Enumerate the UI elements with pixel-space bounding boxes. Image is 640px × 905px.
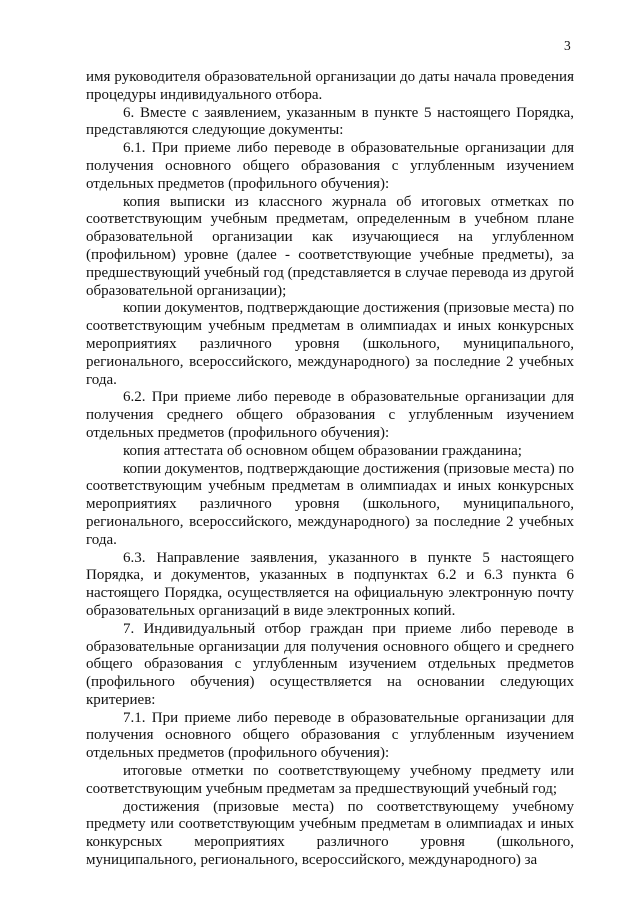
- paragraph: 6.3. Направление заявления, указанного в пункте 5 настоящего Порядка, и документов, указанных в подпунктах 6.2 и 6.3 пункта 6 настоящего Порядка, осуществляется на официальную электронную почту образовательных организаций в виде электронных копий.: [86, 549, 574, 619]
- paragraph: 7. Индивидуальный отбор граждан при приеме либо переводе в образовательные организации для получения основного общего и среднего общего образования с углубленным изучением отдельных предметов (профильного обучения) осуществляется на основании следующих критериев:: [86, 620, 574, 708]
- paragraph: 7.1. При приеме либо переводе в образовательные организации для получения основного общего образования с углубленным изучением отдельных предметов (профильного обучения):: [86, 709, 574, 762]
- paragraph: копия выписки из классного журнала об итоговых отметках по соответствующим учебным предметам, определенным в учебном плане образовательной организации как изучающиеся на углубленном (профильном) уровне (далее - соответствующие учебные предметы), за предшествующий учебный год (представляется в случае перевода из другой образовательной организации);: [86, 193, 574, 299]
- page-number: 3: [564, 38, 571, 53]
- paragraph: 6.1. При приеме либо переводе в образовательные организации для получения основного общего образования с углубленным изучением отдельных предметов (профильного обучения):: [86, 140, 574, 192]
- paragraph: итоговые отметки по соответствующему учебному предмету или соответствующим учебным предметам за предшествующий учебный год;: [86, 763, 574, 797]
- paragraph: копии документов, подтверждающие достижения (призовые места) по соответствующим учебным предметам в олимпиадах и иных конкурсных мероприятиях различного уровня (школьного, муниципального, регионального, всероссийского, международного) за последние 2 учебных года.: [86, 300, 574, 388]
- paragraph: 6. Вместе с заявлением, указанным в пункте 5 настоящего Порядка, представляются следующие документы:: [86, 104, 574, 139]
- paragraph: копии документов, подтверждающие достижения (призовые места) по соответствующим учебным предметам в олимпиадах и иных конкурсных мероприятиях различного уровня (школьного, муниципального, регионального, всероссийского, международного) за последние 2 учебных года.: [86, 460, 574, 548]
- paragraph: имя руководителя образовательной организации до даты начала проведения процедуры индивидуального отбора.: [86, 69, 574, 103]
- paragraph: 6.2. При приеме либо переводе в образовательные организации для получения среднего общего образования с углубленным изучением отдельных предметов (профильного обучения):: [86, 389, 574, 441]
- paragraph: достижения (призовые места) по соответствующему учебному предмету или соответствующим учебным предметам в олимпиадах и иных конкурсных мероприятиях различного уровня (школьного, муниципального, регионального, всероссийского, международного) за: [86, 798, 574, 869]
- paragraph: копия аттестата об основном общем образовании гражданина;: [123, 442, 522, 459]
- document-body: [86, 69, 574, 870]
